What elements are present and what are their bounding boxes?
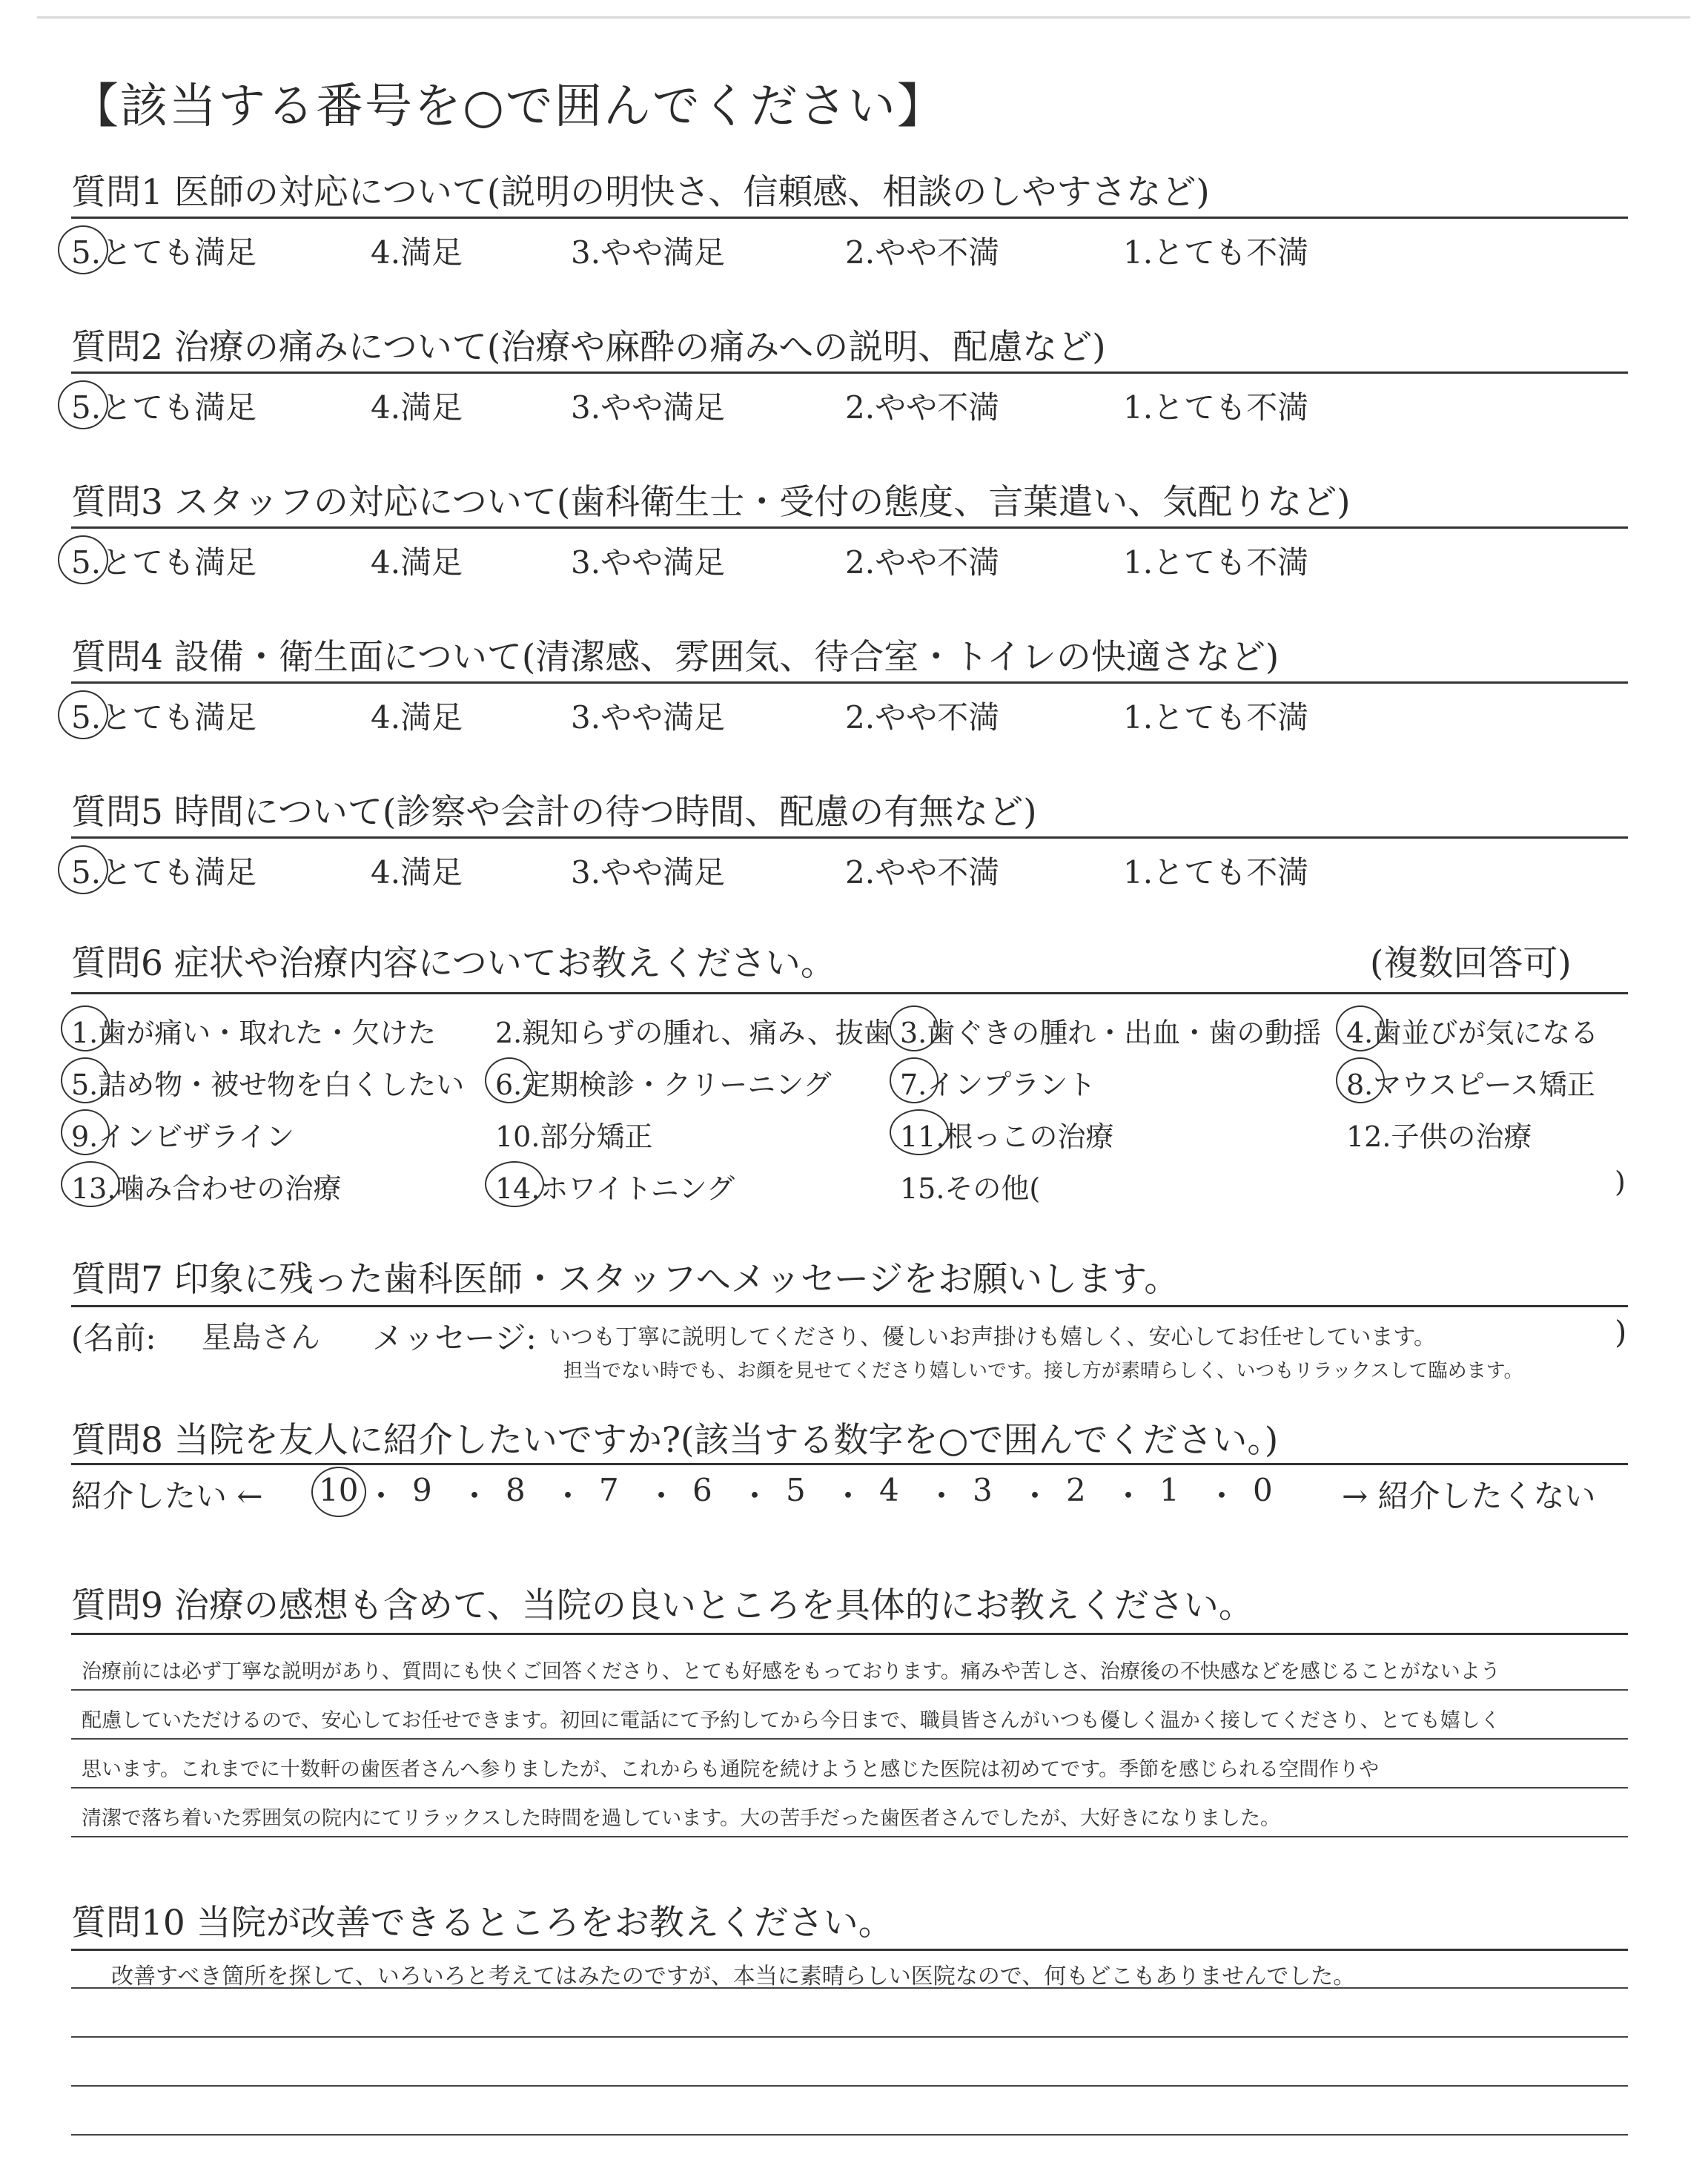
q5-selected-circle <box>58 845 108 894</box>
q6-option-11-circle <box>890 1109 949 1155</box>
q8-scale-dot: ・ <box>552 1478 584 1514</box>
q3-option-4[interactable]: 4.満足 <box>371 544 463 581</box>
q6-multiple-note: (複数回答可) <box>1370 943 1572 984</box>
q9-answer-line-2[interactable]: 配慮していただけるので、安心してお任せできます。初回に電話にて予約してから今日まで、職員皆さんがいつも優しく温かく接してくださり、とても嬉しく <box>82 1709 1500 1732</box>
q1-option-3[interactable]: 3.やや満足 <box>571 234 726 271</box>
q10-ruled-line-4 <box>71 2134 1628 2136</box>
q1-title: 質問1 医師の対応について(説明の明快さ、信頼感、相談のしやすさなど) <box>71 172 1210 213</box>
q4-underline <box>71 681 1628 684</box>
q4-option-2[interactable]: 2.やや不満 <box>845 699 1000 736</box>
q7-title: 質問7 印象に残った歯科医師・スタッフへメッセージをお願いします。 <box>71 1259 1179 1300</box>
q2-option-2[interactable]: 2.やや不満 <box>845 389 1000 426</box>
q9-answer-line-4[interactable]: 清潔で落ち着いた雰囲気の院内にてリラックスした時間を過しています。大の苦手だった歯医者さんでしたが、大好きになりました。 <box>82 1807 1281 1830</box>
q1-option-5[interactable]: 5.とても満足 <box>71 234 257 271</box>
q10-underline <box>71 1949 1628 1951</box>
q6-underline <box>71 992 1628 994</box>
q6-option-8-circle <box>1336 1057 1385 1103</box>
q7-name-label: (名前: <box>71 1320 156 1356</box>
q6-option-11[interactable]: 11.根っこの治療 <box>900 1120 1114 1153</box>
q9-answer-line-1[interactable]: 治療前には必ず丁寧な説明があり、質問にも快くご回答くださり、とても好感をもっております。痛みや苦しさ、治療後の不快感などを感じることがないよう <box>82 1660 1500 1683</box>
q8-scale-2[interactable]: 2 <box>1066 1472 1086 1508</box>
q8-scale-0[interactable]: 0 <box>1253 1472 1273 1508</box>
q4-option-5[interactable]: 5.とても満足 <box>71 699 257 736</box>
q6-option-7-circle <box>890 1057 939 1103</box>
q2-title: 質問2 治療の痛みについて(治療や麻酔の痛みへの説明、配慮など) <box>71 327 1106 368</box>
q6-option-8[interactable]: 8.マウスピース矯正 <box>1346 1069 1595 1101</box>
q6-option-10[interactable]: 10.部分矯正 <box>495 1120 653 1153</box>
q8-scale-6[interactable]: 6 <box>692 1472 712 1508</box>
q6-option-3-circle <box>890 1005 939 1051</box>
q8-scale-3[interactable]: 3 <box>973 1472 993 1508</box>
q6-option-6[interactable]: 6.定期検診・クリーニング <box>495 1069 832 1101</box>
q4-selected-circle <box>58 690 108 739</box>
q8-scale-dot: ・ <box>365 1478 397 1514</box>
q6-option-6-circle <box>485 1057 534 1103</box>
q3-selected-circle <box>58 535 108 584</box>
q2-option-4[interactable]: 4.満足 <box>371 389 463 426</box>
q5-underline <box>71 836 1628 839</box>
q7-close-paren: ) <box>1615 1314 1627 1350</box>
q8-scale-dot: ・ <box>1206 1478 1238 1514</box>
q8-scale-10[interactable]: 10 <box>319 1472 359 1508</box>
q8-scale-dot: ・ <box>739 1478 771 1514</box>
q3-option-3[interactable]: 3.やや満足 <box>571 544 726 581</box>
q6-option-9-circle <box>61 1109 110 1155</box>
q9-underline <box>71 1633 1628 1635</box>
q10-title: 質問10 当院が改善できるところをお教えください。 <box>71 1903 893 1943</box>
q2-underline <box>71 371 1628 374</box>
q10-ruled-line-2 <box>71 2036 1628 2038</box>
q8-right-label: → 紹介したくない <box>1342 1478 1596 1514</box>
q6-option-3[interactable]: 3.歯ぐきの腫れ・出血・歯の動揺 <box>900 1017 1322 1049</box>
q8-scale-1[interactable]: 1 <box>1159 1472 1179 1508</box>
q3-option-1[interactable]: 1.とても不満 <box>1123 544 1309 581</box>
q1-option-1[interactable]: 1.とても不満 <box>1123 234 1309 271</box>
q6-option-5-circle <box>61 1057 110 1103</box>
q6-option-13-circle <box>61 1161 120 1207</box>
q7-underline <box>71 1305 1628 1307</box>
q8-selected-circle <box>311 1467 366 1517</box>
q8-scale-4[interactable]: 4 <box>879 1472 899 1508</box>
q2-option-1[interactable]: 1.とても不満 <box>1123 389 1309 426</box>
q2-option-3[interactable]: 3.やや満足 <box>571 389 726 426</box>
q2-selected-circle <box>58 380 108 429</box>
q6-option-1[interactable]: 1.歯が痛い・取れた・欠けた <box>71 1017 437 1049</box>
q8-left-label: 紹介したい ← <box>71 1478 263 1514</box>
q10-ruled-line-1 <box>71 1987 1628 1989</box>
page-title: 【該当する番号を○で囲んでください】 <box>71 79 946 134</box>
q10-answer-line-1[interactable]: 改善すべき箇所を探して、いろいろと考えてはみたのですが、本当に素晴らしい医院なので、何もどこもありませんでした。 <box>111 1964 1356 1989</box>
q1-underline <box>71 217 1628 219</box>
q9-ruled-line-1 <box>71 1689 1628 1691</box>
q8-scale-9[interactable]: 9 <box>412 1472 432 1508</box>
q6-option-15[interactable]: 15.その他( <box>900 1172 1041 1205</box>
q6-option-14-circle <box>485 1161 544 1207</box>
q6-option-12[interactable]: 12.子供の治療 <box>1346 1120 1532 1153</box>
q6-option-9[interactable]: 9.インビザライン <box>71 1120 295 1153</box>
q2-option-5[interactable]: 5.とても満足 <box>71 389 257 426</box>
q9-answer-line-3[interactable]: 思います。これまでに十数軒の歯医者さんへ参りましたが、これからも通院を続けようと感じた医院は初めてです。季節を感じられる空間作りや <box>82 1758 1380 1781</box>
q5-option-2[interactable]: 2.やや不満 <box>845 854 1000 891</box>
page-edge <box>37 16 1690 19</box>
q8-scale-7[interactable]: 7 <box>599 1472 619 1508</box>
q4-title: 質問4 設備・衛生面について(清潔感、雰囲気、待合室・トイレの快適さなど) <box>71 637 1280 678</box>
q9-title: 質問9 治療の感想も含めて、当院の良いところを具体的にお教えください。 <box>71 1585 1254 1626</box>
q4-option-4[interactable]: 4.満足 <box>371 699 463 736</box>
q7-message-line-1[interactable]: いつも丁寧に説明してくださり、優しいお声掛けも嬉しく、安心してお任せしています。 <box>549 1324 1436 1350</box>
q6-option-1-circle <box>61 1005 110 1051</box>
q1-option-4[interactable]: 4.満足 <box>371 234 463 271</box>
q9-ruled-line-4 <box>71 1836 1628 1837</box>
q6-option-2[interactable]: 2.親知らずの腫れ、痛み、抜歯 <box>495 1017 892 1049</box>
q8-title: 質問8 当院を友人に紹介したいですか?(該当する数字を○で囲んでください。) <box>71 1420 1279 1461</box>
q1-selected-circle <box>58 225 108 274</box>
q5-option-3[interactable]: 3.やや満足 <box>571 854 726 891</box>
q3-underline <box>71 526 1628 529</box>
q5-option-4[interactable]: 4.満足 <box>371 854 463 891</box>
q6-option-7[interactable]: 7.インプラント <box>900 1069 1096 1101</box>
q8-underline <box>71 1463 1628 1465</box>
q6-option-4[interactable]: 4.歯並びが気になる <box>1346 1017 1599 1049</box>
q4-option-1[interactable]: 1.とても不満 <box>1123 699 1309 736</box>
q9-ruled-line-3 <box>71 1787 1628 1789</box>
q8-scale-dot: ・ <box>1113 1478 1145 1514</box>
q8-scale-dot: ・ <box>646 1478 678 1514</box>
q10-ruled-line-3 <box>71 2085 1628 2087</box>
q4-option-3[interactable]: 3.やや満足 <box>571 699 726 736</box>
q8-scale-8[interactable]: 8 <box>506 1472 526 1508</box>
q3-option-5[interactable]: 5.とても満足 <box>71 544 257 581</box>
q8-scale-5[interactable]: 5 <box>786 1472 806 1508</box>
q5-option-1[interactable]: 1.とても不満 <box>1123 854 1309 891</box>
q5-title: 質問5 時間について(診察や会計の待つ時間、配慮の有無など) <box>71 792 1037 833</box>
q8-scale-dot: ・ <box>833 1478 864 1514</box>
q9-ruled-line-2 <box>71 1738 1628 1740</box>
q6-option-14[interactable]: 14.ホワイトニング <box>495 1172 735 1205</box>
q6-option-4-circle <box>1336 1005 1385 1051</box>
q8-scale-dot: ・ <box>926 1478 958 1514</box>
q5-option-5[interactable]: 5.とても満足 <box>71 854 257 891</box>
q6-other-close-paren: ) <box>1615 1166 1626 1198</box>
q6-title: 質問6 症状や治療内容についてお教えください。 <box>71 943 835 984</box>
q8-scale-dot: ・ <box>1019 1478 1051 1514</box>
q6-option-5[interactable]: 5.詰め物・被せ物を白くしたい <box>71 1069 465 1101</box>
q3-title: 質問3 スタッフの対応について(歯科衛生士・受付の態度、言葉遣い、気配りなど) <box>71 482 1351 523</box>
q7-message-label: メッセージ: <box>372 1320 537 1356</box>
q3-option-2[interactable]: 2.やや不満 <box>845 544 1000 581</box>
q6-option-13[interactable]: 13.噛み合わせの治療 <box>71 1172 342 1205</box>
q7-name-value[interactable]: 星島さん <box>202 1321 320 1355</box>
q7-message-line-2[interactable]: 担当でない時でも、お顔を見せてくださり嬉しいです。接し方が素晴らしく、いつもリラックスして臨めます。 <box>563 1360 1523 1382</box>
q8-scale-dot: ・ <box>459 1478 491 1514</box>
q1-option-2[interactable]: 2.やや不満 <box>845 234 1000 271</box>
